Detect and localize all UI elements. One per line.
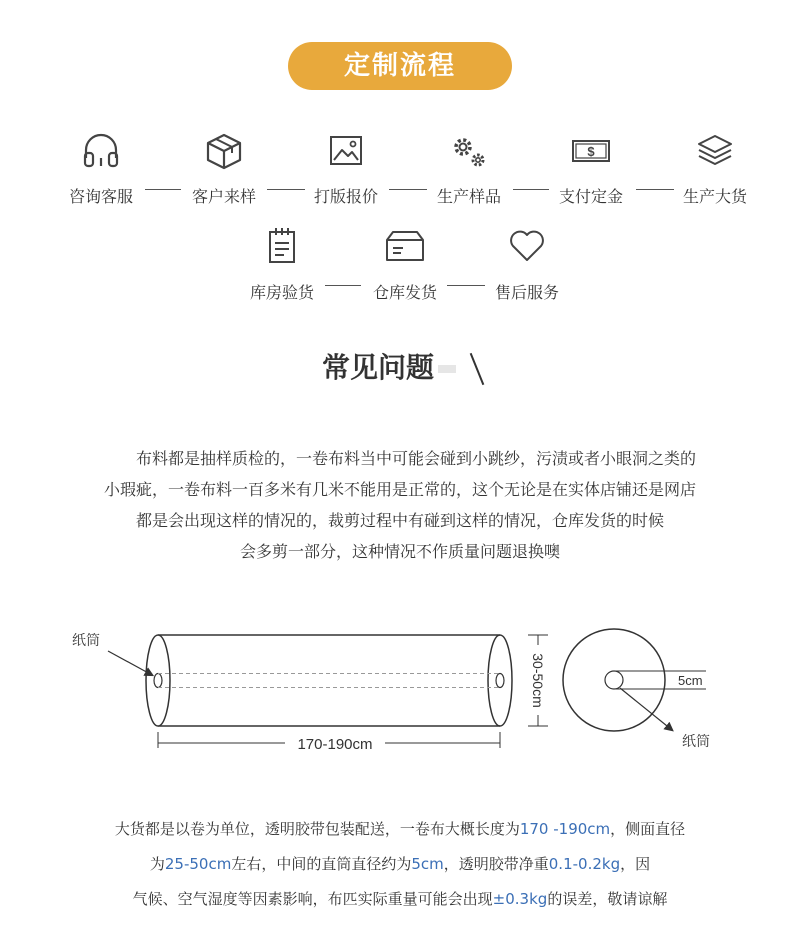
text-segment: 为 (149, 855, 165, 873)
step-label: 生产大货 (682, 187, 747, 206)
faq-title: 常见问题 (321, 351, 434, 384)
text-segment: ，因 (620, 855, 651, 873)
step-label: 库房验货 (249, 283, 314, 302)
weight-tolerance-value: ±0.3kg (492, 890, 548, 908)
length-label: 170-190cm (297, 736, 373, 753)
step-production-sample (419, 132, 519, 207)
fabric-roll-diagram (0, 615, 800, 775)
title-decoration (438, 365, 456, 373)
headset-icon (81, 132, 121, 170)
diameter-label: 30-50cm (530, 653, 546, 708)
heart-icon (507, 226, 547, 266)
step-label: 支付定金 (558, 187, 623, 206)
text-segment: 大货都是以卷为单位，透明胶带包装配送，一卷布大概长度为 (114, 820, 520, 838)
step-label: 仓库发货 (372, 283, 437, 302)
step-label: 打版报价 (313, 187, 378, 206)
image-icon (326, 132, 366, 170)
core-value: 5cm (411, 855, 444, 873)
description-line (0, 882, 800, 917)
text-segment: 气候、空气湿度等因素影响，布匹实际重量可能会出现 (132, 890, 493, 908)
step-label: 售后服务 (494, 283, 559, 302)
step-consult (51, 132, 151, 207)
title-slash-decoration (470, 353, 485, 385)
text-segment: 左右，中间的直筒直径约为 (231, 855, 412, 873)
faq-line: 会多剪一部分，这种情况不作质量问题退换噢 (239, 542, 560, 561)
step-bulk-production (665, 132, 765, 207)
step-quote (296, 132, 396, 207)
roll-description (0, 812, 800, 917)
step-label: 客户来样 (191, 187, 256, 206)
tape-weight-value: 0.1-0.2kg (548, 855, 621, 873)
step-label: 咨询客服 (68, 187, 133, 206)
description-line (0, 847, 800, 882)
tube-label-right: 纸筒 (682, 733, 710, 749)
text-segment: ，侧面直径 (610, 820, 686, 838)
faq-line: 布料都是抽样质检的，一卷布料当中可能会碰到小跳纱，污渍或者小眼洞之类的 (135, 449, 696, 468)
length-value: 170 -190cm (519, 820, 611, 838)
faq-heading (0, 346, 800, 386)
gears-icon (447, 132, 491, 170)
roll-side-view (146, 635, 512, 726)
tube-label-left: 纸筒 (72, 632, 100, 648)
text-segment: 的误差，敬请谅解 (547, 890, 668, 908)
faq-paragraph (40, 443, 760, 567)
step-label: 生产样品 (436, 187, 501, 206)
faq-line: 小瑕疵，一卷布料一百多米有几米不能用是正常的，这个无论是在实体店铺还是网店 (103, 480, 696, 499)
core-circle (605, 671, 623, 689)
core-label: 5cm (678, 673, 703, 688)
step-sample (174, 132, 274, 207)
faq-line: 都是会出现这样的情况的，裁剪过程中有碰到这样的情况，仓库发货的时候 (135, 511, 664, 530)
box-icon (204, 132, 244, 170)
layers-icon (695, 132, 735, 170)
svg-text:$: $ (587, 144, 595, 159)
step-after-sales (477, 226, 577, 303)
step-shipping (355, 226, 455, 303)
step-inspection (232, 226, 332, 303)
process-title-badge: 定制流程 (288, 42, 512, 90)
diameter-value: 25-50cm (164, 855, 232, 873)
step-deposit (541, 132, 641, 207)
description-line (0, 812, 800, 847)
shipping-box-icon (383, 226, 427, 266)
pointer-arrow (108, 651, 152, 675)
dollar-icon (569, 132, 613, 170)
text-segment: ，透明胶带净重 (443, 855, 549, 873)
clipboard-icon (262, 226, 302, 266)
